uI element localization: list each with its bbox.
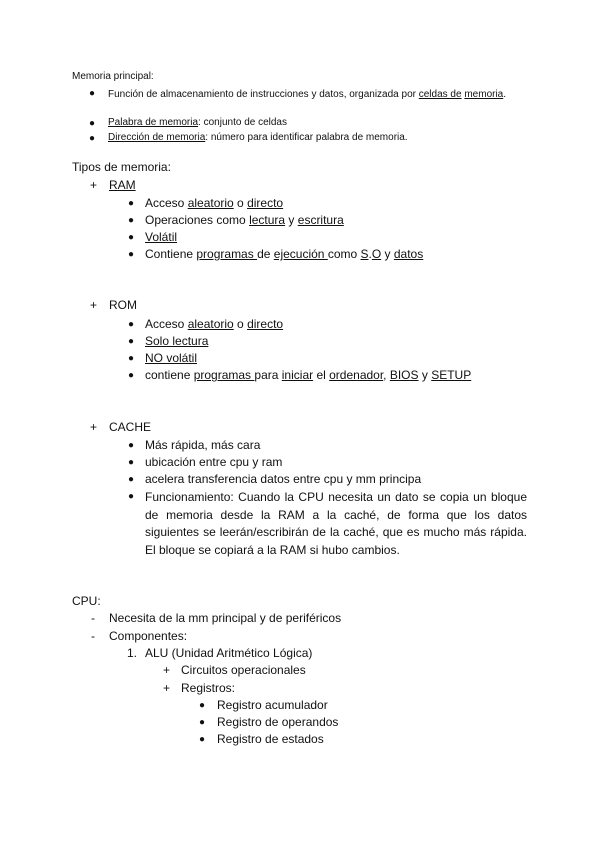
dash-marker: - [91, 611, 95, 625]
bullet-dot: ● [128, 457, 135, 468]
cache-label: CACHE [109, 420, 152, 434]
memoria-principal-heading: Memoria principal: [72, 71, 154, 82]
memoria-principal-item-2 [108, 117, 287, 128]
programas-link[interactable]: programas [193, 368, 255, 382]
so-s-link[interactable]: S [360, 247, 369, 261]
bullet-dot: ● [128, 232, 135, 243]
ram-item-3 [145, 230, 177, 244]
registro-operandos: Registro de operandos [217, 715, 339, 729]
bullet-dot: ● [128, 440, 135, 451]
memoria-principal-item-3 [108, 132, 408, 143]
memoria-principal-item-1 [108, 88, 526, 102]
rom-item-2 [145, 334, 208, 348]
direccion-memoria-link[interactable]: Dirección de memoria [108, 132, 206, 143]
cache-item-3: acelera transferencia datos entre cpu y mm principa [145, 472, 422, 486]
directo-link[interactable]: directo [247, 196, 284, 210]
cpu-item-1: Necesita de la mm principal y de periféricos [109, 611, 342, 625]
rom-item-1: Acceso aleatorio o directo [145, 317, 284, 331]
ram-item-1: Acceso aleatorio o directo [145, 196, 284, 210]
item-text: Función de almacenamiento de instrucciones y datos, organizada por [108, 89, 416, 100]
bullet-dot: ● [128, 249, 135, 260]
volatil-link[interactable]: Volátil [145, 230, 178, 244]
plus-marker: + [163, 663, 171, 677]
bullet-dot: ● [128, 474, 135, 485]
cpu-heading: CPU: [72, 594, 101, 608]
aleatorio-link[interactable]: aleatorio [187, 317, 234, 331]
bullet-dot: ● [89, 118, 96, 129]
cache-item-4: Funcionamiento: Cuando la CPU necesita un dato se copia un bloque de memoria desde la RAM a la caché, de forma que los datos siguientes se leerán/escribirán de la caché, que es mucho más rápida. El bloque se copiará a la RAM si hubo cambios. [145, 490, 527, 557]
plus-marker: + [90, 298, 98, 312]
memoria-link[interactable]: memoria [464, 89, 504, 100]
cpu-item-2: Componentes: [109, 629, 188, 643]
bullet-dot: ● [128, 319, 135, 330]
bios-link[interactable]: BIOS [389, 368, 419, 382]
cache-item-1: Más rápida, más cara [145, 438, 261, 452]
bullet-dot: ● [128, 336, 135, 347]
palabra-memoria-link[interactable]: Palabra de memoria [108, 117, 199, 128]
plus-marker: + [90, 420, 98, 434]
registro-estados: Registro de estados [217, 732, 324, 746]
item-text: : conjunto de celdas [198, 117, 287, 128]
celdas-link[interactable]: celdas de [418, 89, 462, 100]
solo-lectura-link[interactable]: Solo lectura [145, 334, 209, 348]
escritura-link[interactable]: escritura [297, 213, 344, 227]
ram-item-4: Contiene programas de ejecución como S.O y datos [145, 247, 424, 261]
aleatorio-link[interactable]: aleatorio [187, 196, 234, 210]
so-o-link[interactable]: O [371, 247, 382, 261]
rom-label: ROM [109, 298, 137, 312]
rom-item-3 [145, 351, 197, 365]
dash-marker: - [91, 629, 95, 643]
bullet-dot: ● [128, 215, 135, 226]
cache-item-2: ubicación entre cpu y ram [145, 455, 283, 469]
bullet-dot: ● [199, 734, 206, 745]
ram-label[interactable]: RAM [109, 178, 136, 192]
registros-item: Registros: [181, 681, 236, 695]
plus-marker: + [90, 178, 98, 192]
plus-marker: + [163, 681, 171, 695]
ordenador-link[interactable]: ordenador [329, 368, 384, 382]
bullet-dot: ● [89, 133, 96, 144]
bullet-dot: ● [128, 198, 135, 209]
ram-item-2: Operaciones como lectura y escritura [145, 213, 344, 227]
bullet-dot: ● [128, 353, 135, 364]
setup-link[interactable]: SETUP [431, 368, 472, 382]
alu-item: ALU (Unidad Aritmético Lógica) [145, 646, 313, 660]
circuitos-item: Circuitos operacionales [181, 663, 306, 677]
item-text: . [503, 89, 507, 100]
number-marker: 1. [127, 646, 138, 660]
programas-link[interactable]: programas [196, 247, 258, 261]
directo-link[interactable]: directo [247, 317, 284, 331]
bullet-dot: ● [199, 717, 206, 728]
bullet-dot: ● [199, 700, 206, 711]
no-volatil-link[interactable]: NO volátil [145, 351, 198, 365]
rom-item-4: contiene programas para iniciar el ordenador, BIOS y SETUP [145, 368, 472, 382]
iniciar-link[interactable]: iniciar [281, 368, 314, 382]
bullet-dot: ● [128, 370, 135, 381]
registro-acumulador: Registro acumulador [217, 698, 328, 712]
lectura-link[interactable]: lectura [249, 213, 286, 227]
datos-link[interactable]: datos [393, 247, 424, 261]
bullet-dot: ● [128, 491, 135, 502]
tipos-memoria-heading: Tipos de memoria: [72, 160, 171, 174]
item-text: : número para identificar palabra de memoria. [205, 132, 408, 143]
bullet-dot: ● [89, 88, 96, 99]
ejecucion-link[interactable]: ejecución [273, 247, 328, 261]
